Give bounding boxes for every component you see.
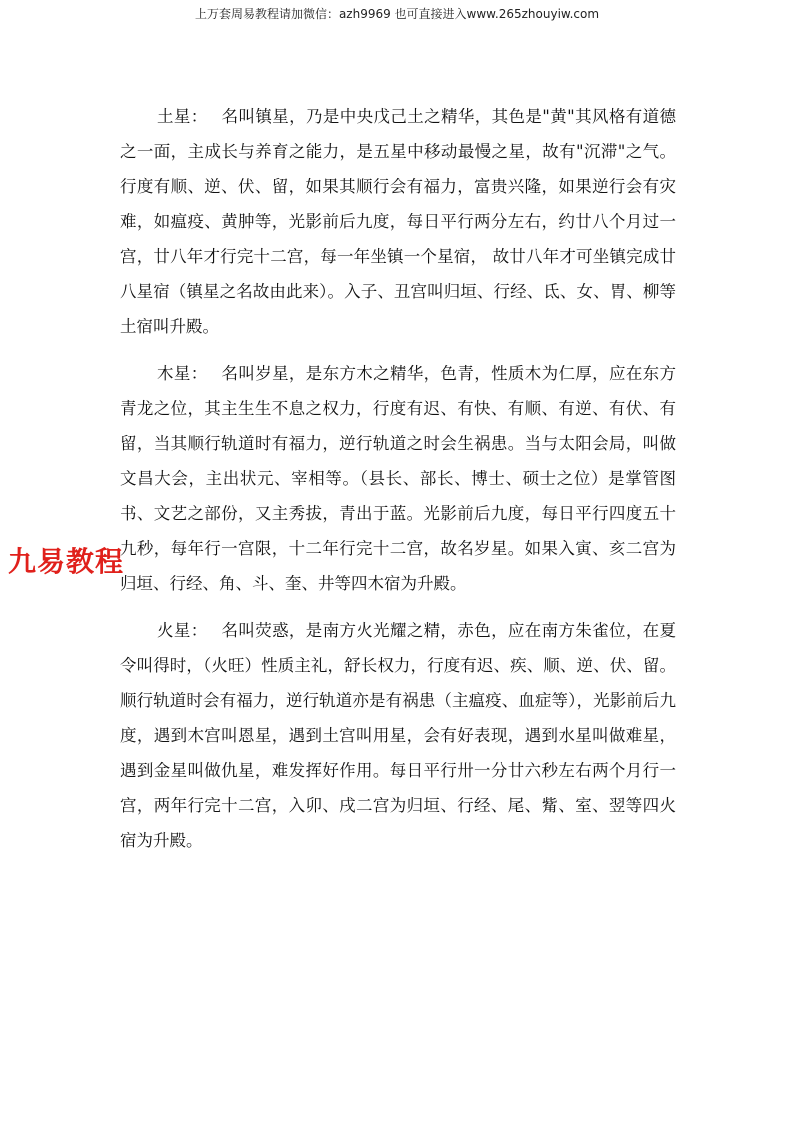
document-body	[120, 99, 676, 870]
paragraph-saturn-text: 名叫镇星，乃是中央戊己土之精华，其色是"黄"其风格有道德之一面，主成长与养育之能力，是五星中移动最慢之星，故有"沉滞"之气。行度有顺、逆、伏、留，如果其顺行会有福力，富贵兴隆，如果逆行会有灾难，如瘟疫、黄肿等，光影前后九度，每日平行两分左右，约廿八个月过一宫，廿八年才行完十二宫，每一年坐镇一个星宿， 故廿八年才可坐镇完成廿八星宿（镇星之名故由此来）。入子、丑宫叫归垣、行经、氐、女、胃、柳等土宿叫升殿。	[120, 107, 677, 336]
watermark-logo: 九易教程	[8, 545, 125, 578]
paragraph-jupiter	[120, 356, 676, 601]
term-jupiter: 木星：	[157, 364, 208, 383]
page-header-ad: 上万套周易教程请加微信：azh9969 也可直接进入www.265zhouyiw.com	[194, 7, 600, 21]
paragraph-saturn	[120, 99, 676, 344]
term-mars: 火星：	[157, 621, 208, 640]
paragraph-mars-text: 名叫荧惑，是南方火光耀之精，赤色，应在南方朱雀位，在夏令叫得时，（火旺）性质主礼，舒长权力，行度有迟、疾、顺、逆、伏、留。顺行轨道时会有福力，逆行轨道亦是有祸患（主瘟疫、血症等），光影前后九度，遇到木宫叫恩星，遇到土宫叫用星，会有好表现，遇到水星叫做难星，遇到金星叫做仇星，难发挥好作用。每日平行卅一分廿六秒左右两个月行一宫，两年行完十二宫，入卯、戌二宫为归垣、行经、尾、觜、室、翌等四火宿为升殿。	[120, 621, 677, 850]
paragraph-mars	[120, 613, 676, 858]
paragraph-jupiter-text: 名叫岁星，是东方木之精华，色青，性质木为仁厚，应在东方青龙之位，其主生生不息之权力，行度有迟、有快、有顺、有逆、有伏、有留，当其顺行轨道时有福力，逆行轨道之时会生祸患。当与太阳会局，叫做文昌大会，主出状元、宰相等。（县长、部长、博士、硕士之位）是掌管图书、文艺之部份，又主秀拔，青出于蓝。光影前后九度，每日平行四度五十九秒，每年行一宫限，十二年行完十二宫，故名岁星。如果入寅、亥二宫为归垣、行经、角、斗、奎、井等四木宿为升殿。	[120, 364, 677, 593]
term-saturn: 土星：	[157, 107, 208, 126]
